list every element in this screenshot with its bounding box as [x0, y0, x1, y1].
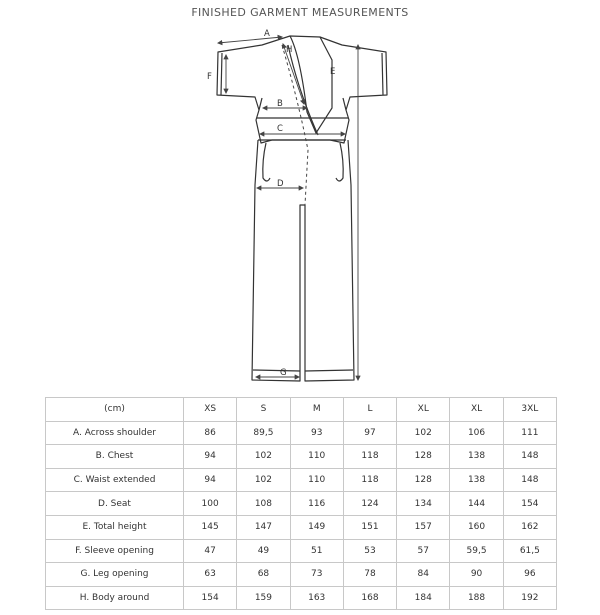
row-label: F. Sleeve opening — [46, 539, 184, 563]
row-label: E. Total height — [46, 515, 184, 539]
row-label: C. Waist extended — [46, 468, 184, 492]
header-cell: XS — [184, 398, 237, 422]
table-cell: 148 — [503, 445, 556, 469]
row-label: G. Leg opening — [46, 563, 184, 587]
table-cell: 188 — [450, 586, 503, 610]
table-cell: 73 — [290, 563, 343, 587]
table-cell: 154 — [503, 492, 556, 516]
table-cell: 108 — [237, 492, 290, 516]
table-cell: 144 — [450, 492, 503, 516]
table-row — [46, 421, 557, 445]
row-label: H. Body around — [46, 586, 184, 610]
page-title: FINISHED GARMENT MEASUREMENTS — [191, 6, 409, 19]
table-cell: 84 — [397, 563, 450, 587]
label-b: B — [277, 99, 283, 109]
wrap-edge — [288, 45, 318, 135]
header-cell: L — [343, 398, 396, 422]
table-cell: 124 — [343, 492, 396, 516]
right-sleeve-hem — [382, 53, 383, 95]
table-cell: 86 — [184, 421, 237, 445]
measurement-arrows — [218, 37, 358, 380]
pocket-left — [263, 143, 270, 181]
table-cell: 78 — [343, 563, 396, 587]
table-cell: 162 — [503, 515, 556, 539]
label-d: D — [277, 179, 284, 189]
table-cell: 53 — [343, 539, 396, 563]
table-cell: 192 — [503, 586, 556, 610]
table-row — [46, 539, 557, 563]
dashed-guides — [282, 45, 308, 205]
table-cell: 118 — [343, 445, 396, 469]
table-cell: 116 — [290, 492, 343, 516]
table-cell: 110 — [290, 445, 343, 469]
table-cell: 90 — [450, 563, 503, 587]
table-cell: 102 — [237, 468, 290, 492]
table-cell: 159 — [237, 586, 290, 610]
armhole-right — [343, 98, 346, 110]
header-cell: M — [290, 398, 343, 422]
label-e: E — [330, 67, 336, 77]
hem-left — [253, 370, 300, 371]
table-row — [46, 468, 557, 492]
row-label: A. Across shoulder — [46, 421, 184, 445]
table-cell: 163 — [290, 586, 343, 610]
row-label: D. Seat — [46, 492, 184, 516]
table-cell: 57 — [397, 539, 450, 563]
table-cell: 151 — [343, 515, 396, 539]
table-cell: 94 — [184, 468, 237, 492]
table-cell: 168 — [343, 586, 396, 610]
header-cell: (cm) — [46, 398, 184, 422]
table-row — [46, 586, 557, 610]
table-cell: 157 — [397, 515, 450, 539]
armhole-left — [259, 98, 262, 110]
table-cell: 154 — [184, 586, 237, 610]
table-cell: 97 — [343, 421, 396, 445]
table-cell: 184 — [397, 586, 450, 610]
label-c: C — [277, 124, 283, 134]
table-cell: 94 — [184, 445, 237, 469]
table-cell: 138 — [450, 468, 503, 492]
table-cell: 100 — [184, 492, 237, 516]
table-cell: 110 — [290, 468, 343, 492]
table-cell: 102 — [237, 445, 290, 469]
left-sleeve-hem — [221, 53, 222, 95]
header-cell: XL — [450, 398, 503, 422]
waistband — [257, 118, 348, 140]
wrap-guide-dashed — [282, 45, 308, 205]
table-row — [46, 515, 557, 539]
row-label: B. Chest — [46, 445, 184, 469]
bodice-outline — [217, 36, 387, 143]
table-cell: 149 — [290, 515, 343, 539]
label-h: H — [286, 45, 293, 55]
header-cell: XL — [397, 398, 450, 422]
garment-outline — [217, 36, 387, 381]
label-a: A — [264, 29, 270, 39]
table-cell: 118 — [343, 468, 396, 492]
table-cell: 148 — [503, 468, 556, 492]
table-cell: 51 — [290, 539, 343, 563]
table-cell: 68 — [237, 563, 290, 587]
table-cell: 61,5 — [503, 539, 556, 563]
table-row — [46, 445, 557, 469]
header-cell: 3XL — [503, 398, 556, 422]
table-cell: 145 — [184, 515, 237, 539]
table-cell: 93 — [290, 421, 343, 445]
label-f: F — [207, 72, 212, 82]
table-cell: 47 — [184, 539, 237, 563]
table-row — [46, 492, 557, 516]
table-cell: 128 — [397, 445, 450, 469]
table-cell: 147 — [237, 515, 290, 539]
hem-right — [305, 370, 353, 371]
table-cell: 59,5 — [450, 539, 503, 563]
table-row — [46, 563, 557, 587]
table-cell: 160 — [450, 515, 503, 539]
table-cell: 111 — [503, 421, 556, 445]
table-cell: 134 — [397, 492, 450, 516]
pocket-right — [336, 143, 343, 181]
table-cell: 49 — [237, 539, 290, 563]
table-cell: 128 — [397, 468, 450, 492]
table-cell: 138 — [450, 445, 503, 469]
header-cell: S — [237, 398, 290, 422]
table-cell: 102 — [397, 421, 450, 445]
table-cell: 89,5 — [237, 421, 290, 445]
table-cell: 106 — [450, 421, 503, 445]
table-cell: 96 — [503, 563, 556, 587]
table-cell: 63 — [184, 563, 237, 587]
label-g: G — [280, 368, 287, 378]
measurements-table — [45, 397, 557, 610]
table-header-row — [46, 398, 557, 422]
pants-outline — [252, 140, 354, 381]
